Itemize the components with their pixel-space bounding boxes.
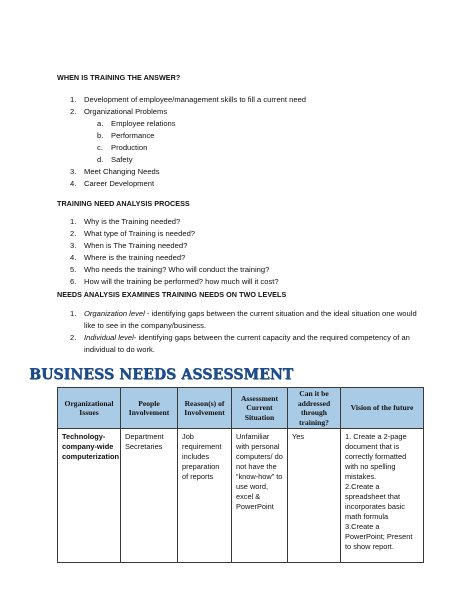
list-item: 1. Organization level - identifying gaps between the current situation and the ideal situation one would like to see in the company/business. [70, 309, 417, 330]
header-addressed-through-training: Can it be addressed through training? [288, 388, 341, 429]
business-needs-assessment-title: BUSINESS NEEDS ASSESSMENT [29, 366, 294, 383]
section-heading-tna-process: TRAINING NEED ANALYSIS PROCESS [57, 199, 190, 208]
header-people-involvement: People Involvement [121, 388, 178, 429]
table-cell-vision: 1. Create a 2-page document that is correctly formatted with no spelling mistakes. 2.Create a spreadsheet that incorporates basic math formula 3.Create a PowerPoint; Present to show report. [341, 429, 424, 563]
table-header-row [58, 388, 424, 429]
list-item: 2. Individual level- identifying gaps between the current capacity and the required competency of an individual to do work. [70, 333, 410, 354]
table-cell-people: Department Secretaries [121, 429, 178, 563]
section-heading-when-training: WHEN IS TRAINING THE ANSWER? [57, 73, 181, 82]
header-assessment-current-situation: Assessment Current Situation [232, 388, 288, 429]
table-cell-issue: Technology-company-wide computerization [58, 429, 121, 563]
business-needs-table [57, 387, 424, 563]
table-cell-training: Yes [288, 429, 341, 563]
table-cell-current-situation: Unfamiliar with personal computers/ do not have the “know-how” to use word, excel & PowerPoint [232, 429, 288, 563]
header-organizational-issues: Organizational Issues [58, 388, 121, 429]
header-vision-of-future: Vision of the future [341, 388, 424, 429]
section-heading-two-levels: NEEDS ANALYSIS EXAMINES TRAINING NEEDS ON TWO LEVELS [57, 290, 287, 299]
analysis-levels-list [57, 308, 427, 356]
table-cell-reason: Job requirement includes preparation of reports [178, 429, 232, 563]
table-row [58, 429, 424, 563]
document-page: WHEN IS TRAINING THE ANSWER? 1. Development of employee/management skills to fill a current need 2. Organizational Problems a. Employee relations b. Performance c. Production d. Safety 3. Meet Changing Needs 4. Career Development TRAINING NEED ANALYSIS PROCESS 1. Why is the Training needed? 2. What type of Training is needed? 3. When is The Training needed? 4. Where is the training needed? 5. Who needs the training? Who will conduct the training? 6. How will the training be performed? how much will it cost? NEEDS ANALYSIS EXAMINES TRAINING NEEDS ON TWO LEVELS 1. Organization level - identifying gaps between the current situation and the ideal situation one would like to see in the company/business. 2. Individual level- identifying gaps between the current capacity and the required competency of an individual to do work. BUSINESS NEEDS ASSESSMENT Organizational Issues People Involvement Reason(s) of Involvement Assessment Current Situation Can it be addressed through training? Vision of the future Technology-company-wide computerization Department Secretaries Job requirement includes preparation of reports Unfamiliar with personal computers/ do not have the “know-how” to use word, excel & PowerPoint Yes 1. Create a 2-page document that is correctly formatted with no spelling mistakes. 2.Create a spreadsheet that incorporates basic math formula 3.Create a PowerPoint; Present to show report. [0, 0, 474, 613]
header-reasons-of-involvement: Reason(s) of Involvement [178, 388, 232, 429]
